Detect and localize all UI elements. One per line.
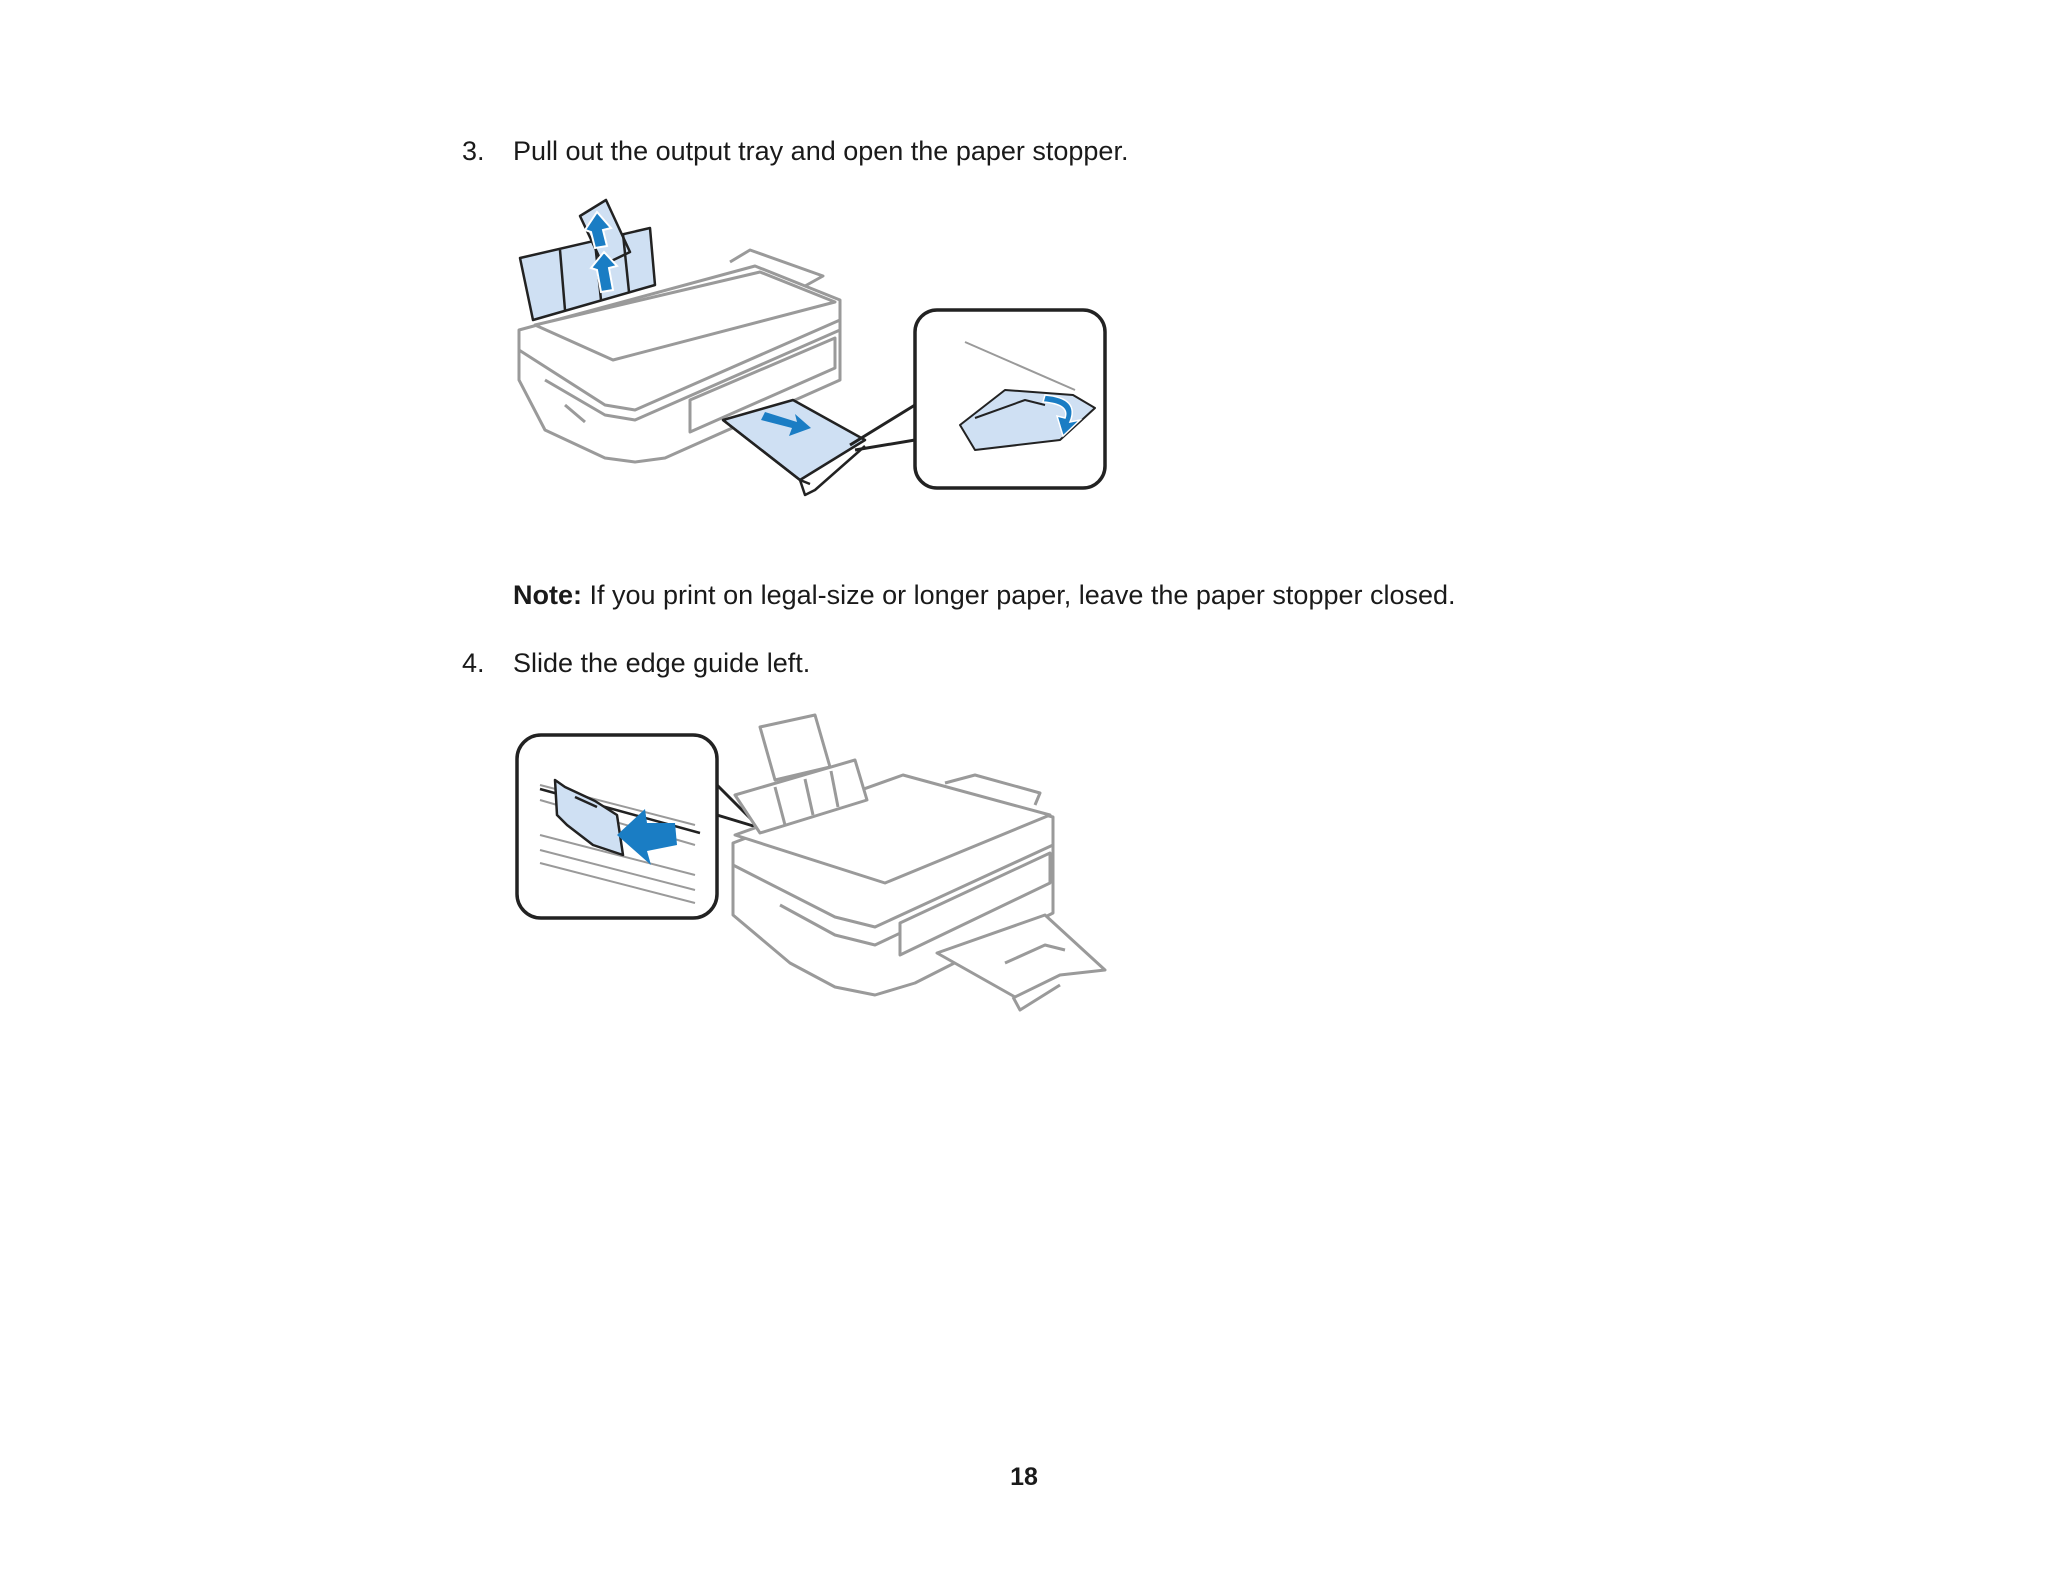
step-number: 4. (462, 648, 485, 678)
printer-illustration-icon (505, 705, 1125, 1015)
step-text: Slide the edge guide left. (513, 648, 811, 678)
note-text: If you print on legal-size or longer paper, leave the paper stopper closed. (582, 580, 1456, 610)
printer-output-tray-illustration (505, 190, 1125, 520)
step-4 (462, 646, 1362, 680)
note-label: Note: (513, 580, 582, 610)
note (513, 578, 1456, 612)
page-number: 18 (1010, 1463, 1038, 1491)
printer-edge-guide-illustration (505, 705, 1125, 1015)
printer-illustration-icon (505, 190, 1125, 520)
step-number: 3. (462, 136, 485, 166)
step-text: Pull out the output tray and open the paper stopper. (513, 136, 1129, 166)
step-3 (462, 134, 1362, 168)
